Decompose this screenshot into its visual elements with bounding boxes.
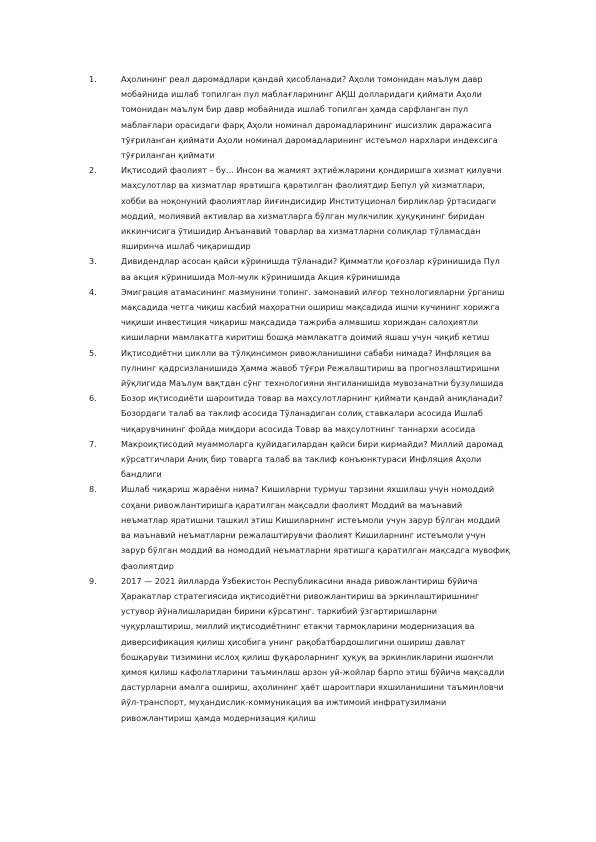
list-item xyxy=(89,346,511,392)
list-item xyxy=(89,72,511,163)
item-number: 9. xyxy=(89,575,97,586)
list-item xyxy=(89,437,511,483)
item-number: 4. xyxy=(89,286,97,297)
item-number: 5. xyxy=(89,347,97,358)
item-text: Аҳолининг реал даромадлари қандай ҳисобланади? Аҳоли томонидан маълум давр мобайнида ишлаб топилган пул маблағларининг АҚШ долларидаги қиймати Аҳоли томонидан маълум бир давр мобайнида ишлаб топилган ҳамда сарфланган пул маблағлари орасидаги фарқ Аҳоли номинал даромадларининг ишсизлик даражасига тўғриланган қиймати Аҳоли номинал даромадларининг истеъмол нархлари индексига тўғриланган қиймати xyxy=(121,74,498,161)
item-number: 3. xyxy=(89,256,97,267)
item-text: Иқтисодиётни циклли ва тўлқинсимон ривожланишини сабаби нимада? Инфляция ва пулнинг қадрсизланишида Ҳамма жавоб тўғри Режалаштириш ва прогнозлаштиришни йўқлигида Маълум вақтдан сўнг технологияни янгиланишида мувозанатни бузулишида xyxy=(121,347,504,389)
item-text: Эмиграция атамасининг мазмунини топинг. замонавий илғор технологияларни ўрганиш мақсадида четга чиқиш касбий маҳоратни ошириш мақсадида ишчи кучининг хорижга чиқиши инвестиция чиқариш мақсадида тажриба алмашиш хориждан салоҳиятли кишиларни мамлакатга киритиш бошқа мамлакатга доимий яшаш учун чиқиб кетиш xyxy=(121,286,505,343)
list-item xyxy=(89,163,511,254)
question-list xyxy=(89,72,511,726)
item-text: Дивидендлар асосан қайси кўринишда тўланади? Қимматли қоғозлар кўринишида Пул ва акция кўринишида Мол-мулк кўринишида Акция кўринишида xyxy=(121,256,500,282)
list-item xyxy=(89,482,511,573)
list-item xyxy=(89,254,511,284)
item-text: Бозор иқтисодиёти шароитида товар ва маҳсулотларнинг қиймати қандай аниқланади? Бозордаги талаб ва таклиф асосида Тўланадиган солиқ ставкалари асосида Ишлаб чиқарувчининг фойда миқдори асосида Товар ва маҳсулотнинг таннархи асосида xyxy=(121,393,503,434)
list-item xyxy=(89,574,511,726)
item-number: 6. xyxy=(89,393,97,404)
item-number: 7. xyxy=(89,438,97,449)
item-text: Ишлаб чиқариш жараёни нима? Кишиларни турмуш тарзини яхшилаш учун номоддий соҳани ривожлантиришга қаратилган мақсадли фаолият Моддий ва маънавий неъматлар яратишни ташкил этиш Кишиларнинг истеъмоли учун зарур бўлган моддий ва маънавий неъматларни режалаштирувчи фаолият Кишиларнинг истеъмоли учун зарур бўлган моддий ва номоддий неъматларни яратишга қаратилган мақсадга мувофиқ фаолиятдир xyxy=(121,484,511,571)
item-text: 2017 — 2021 йилларда Ўзбекистон Республикасини янада ривожлантириш бўйича Ҳаракатлар стратегиясида иқтисодиётни ривожлантириш ва эркинлаштиришнинг устувор йўналишларидан бирини кўрсатинг. таркибий ўзгартиришларни чуқурлаштириш, миллий иқтисодиётнинг етакчи тармоқларини модернизация ва диверсификация қилиш ҳисобига унинг рақобатбардошлигини ошириш давлат бошқаруви тизимини ислоҳ қилиш фуқароларнинг ҳуқуқ ва эркинликларини ишончли ҳимоя қилиш кафолатларини таъминлаш арзон уй-жойлар барпо этиш бўйича мақсадли дастурларни амалга ошириш, аҳолининг ҳаёт шароитлари яхшиланишини таъминловчи йўл-транспорт, муҳандислик-коммуникация ва ижтимоий инфратузилмани ривожлантириш ҳамда модернизация қилиш xyxy=(121,575,505,723)
list-item xyxy=(89,285,511,346)
item-text: Макроиқтисодий муаммоларга қуйидагилардан қайси бири кирмайди? Миллий даромад кўрсатгичлари Аниқ бир товарга талаб ва таклиф конъюнктураси Инфляция Аҳоли бандлиги xyxy=(121,438,504,480)
item-text: Иқтисодий фаолият – бу… Инсон ва жамият эҳтиёжларини қондиришга хизмат қилувчи маҳсулотлар ва хизматлар яратишга қаратилган фаолиятдир Бепул уй хизматлари, хобби ва ноқонуний фаолиятлар йиғиндисидир Институционал бирликлар ўртасидаги моддий, молиявий активлар ва хизматларга бўлган мулкчилик ҳуқуқининг биридан иккинчисига ўтишидир Анъанавий товарлар ва хизматларни солиқлар тўламасдан яширинча ишлаб чиқаришдир xyxy=(121,165,502,252)
item-number: 1. xyxy=(89,74,97,84)
item-number: 8. xyxy=(89,484,97,495)
list-item xyxy=(89,391,511,437)
item-number: 2. xyxy=(89,165,97,176)
